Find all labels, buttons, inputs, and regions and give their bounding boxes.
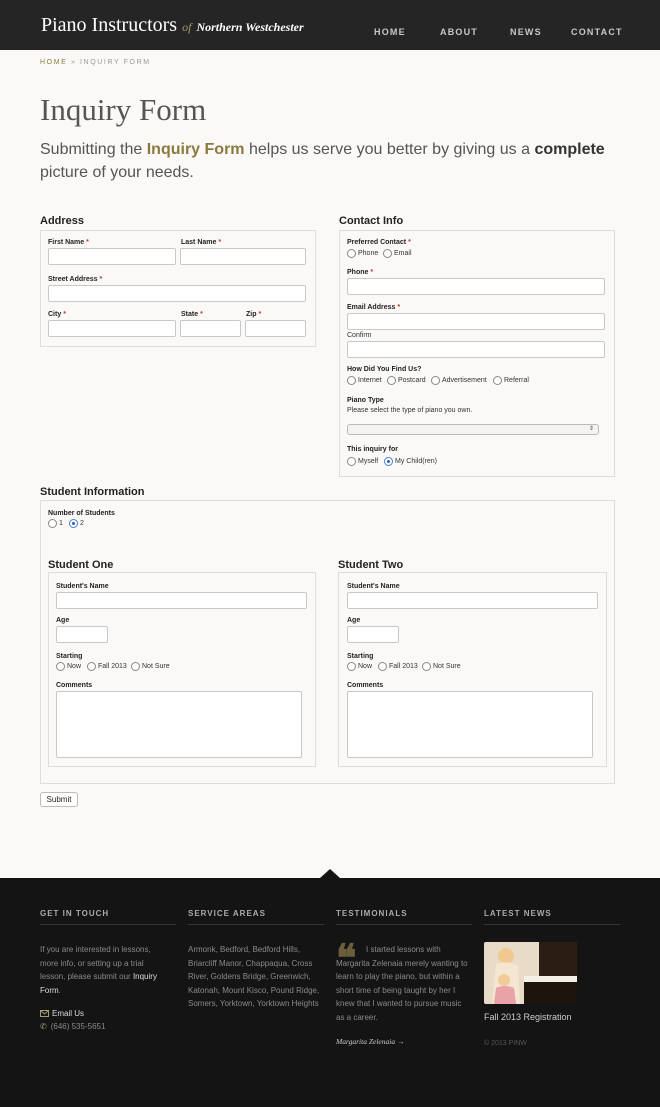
state-input[interactable] — [180, 320, 241, 337]
footer-text-part: . — [58, 985, 61, 995]
preferred-contact-label — [347, 239, 411, 246]
envelope-icon — [40, 1010, 49, 1017]
radio-label: 2 — [80, 520, 84, 527]
breadcrumb — [40, 59, 151, 66]
student-two-comments-textarea[interactable] — [347, 691, 593, 758]
footer-get-in-touch-text — [40, 943, 166, 997]
required-marker: * — [99, 276, 103, 283]
student-two-age-input[interactable] — [347, 626, 399, 643]
student-two-title: Student Two — [338, 559, 404, 571]
footer-service-areas-text: Armonk, Bedford, Bedford Hills, Briarcliff Manor, Chappaqua, Cross River, Goldens Bridge, Greenwich, Katonah, Mount Kisco, Pound Ridge, Somers, Yorktown, Yorktown Heights — [188, 945, 320, 1008]
quote-icon: ❝ — [336, 938, 357, 980]
nav-news[interactable]: NEWS — [510, 27, 542, 37]
radio-label: Now — [358, 663, 373, 670]
footer-news-headline[interactable]: Fall 2013 Registration — [484, 1012, 572, 1022]
radio-contact-email[interactable] — [383, 249, 412, 258]
footer-testimonial-quote: I started lessons with Margarita Zelenaia merely wanting to learn to play the piano, but within a short time of being taught by her I knew that I wanted to pursue music as a career. — [336, 945, 468, 1022]
footer-divider — [336, 924, 472, 925]
footer-divider — [188, 924, 324, 925]
radio-find-internet[interactable] — [347, 376, 382, 385]
student-two-name-label: Student's Name — [347, 583, 400, 590]
city-label — [48, 311, 66, 318]
radio-find-referral[interactable] — [493, 376, 529, 385]
zip-label — [246, 311, 261, 318]
last-name-input[interactable] — [180, 248, 306, 265]
nav-contact[interactable]: CONTACT — [571, 27, 623, 37]
student-one-comments-label: Comments — [56, 682, 93, 689]
radio-label: Fall 2013 — [98, 663, 127, 670]
required-marker: * — [408, 239, 411, 246]
state-label-text: State — [181, 311, 199, 318]
radio-circle — [347, 249, 356, 258]
student-two-age-label: Age — [347, 617, 361, 624]
radio-label: Fall 2013 — [389, 663, 418, 670]
email-label-text: Email Address — [347, 304, 396, 311]
email-label — [347, 304, 400, 311]
student-one-radio-fall[interactable] — [87, 662, 127, 671]
confirm-label: Confirm — [347, 332, 372, 339]
find-us-label: How Did You Find Us? — [347, 366, 422, 373]
footer-service-areas-title: SERVICE AREAS — [188, 909, 266, 918]
news-photo[interactable] — [484, 942, 577, 1004]
nav-home[interactable]: HOME — [374, 27, 406, 37]
radio-find-postcard[interactable] — [387, 376, 426, 385]
radio-circle — [378, 662, 387, 671]
footer-get-in-touch-title: GET IN TOUCH — [40, 909, 110, 918]
first-name-label-text: First Name — [48, 239, 85, 246]
required-marker: * — [258, 311, 262, 318]
logo-main: Piano Instructors — [41, 14, 178, 36]
radio-circle — [87, 662, 96, 671]
radio-circle-selected — [384, 457, 393, 466]
radio-label: Not Sure — [142, 663, 170, 670]
radio-label: Email — [394, 250, 412, 257]
site-logo[interactable] — [41, 14, 304, 37]
student-one-title: Student One — [48, 559, 114, 571]
radio-label: Myself — [358, 458, 379, 465]
preferred-contact-text: Preferred Contact — [347, 239, 407, 246]
page-title: Inquiry Form — [40, 92, 207, 127]
radio-find-advertisement[interactable] — [431, 376, 487, 385]
nav-about[interactable]: ABOUT — [440, 27, 478, 37]
number-of-students-label: Number of Students — [48, 510, 115, 517]
radio-circle — [347, 376, 356, 385]
footer-notch — [320, 869, 340, 878]
breadcrumb-current: INQUIRY FORM — [80, 59, 151, 66]
footer-inquiry-link[interactable]: Inquiry Form — [40, 972, 157, 995]
inquiry-for-label: This inquiry for — [347, 446, 398, 453]
street-label-text: Street Address — [48, 276, 98, 283]
breadcrumb-home[interactable]: HOME — [40, 59, 68, 66]
student-two-comments-label: Comments — [347, 682, 384, 689]
required-marker: * — [200, 311, 203, 318]
footer-phone — [40, 1020, 105, 1034]
radio-inquiry-children[interactable] — [384, 457, 437, 466]
student-one-name-input[interactable] — [56, 592, 307, 609]
intro-bold: complete — [534, 141, 605, 158]
radio-label: Advertisement — [442, 377, 487, 384]
city-input[interactable] — [48, 320, 176, 337]
required-marker: * — [218, 239, 222, 246]
last-name-label — [181, 239, 221, 246]
radio-contact-phone[interactable] — [347, 249, 378, 258]
footer-email-link[interactable] — [40, 1007, 84, 1021]
phone-label — [347, 269, 373, 276]
footer-testimonials-title: TESTIMONIALS — [336, 909, 408, 918]
confirm-email-input[interactable] — [347, 341, 605, 358]
logo-sub: Northern Westchester — [196, 20, 304, 34]
site-header — [0, 0, 660, 50]
student-two-radio-not-sure[interactable] — [422, 662, 461, 671]
radio-circle — [383, 249, 392, 258]
piano-type-select[interactable] — [347, 424, 599, 435]
phone-icon: ✆ — [40, 1022, 47, 1031]
state-label — [181, 311, 203, 318]
footer-copyright: © 2013 PINW — [484, 1040, 527, 1047]
radio-circle — [431, 376, 440, 385]
radio-circle — [422, 662, 431, 671]
radio-circle — [131, 662, 140, 671]
radio-students-1[interactable] — [48, 519, 63, 528]
radio-inquiry-myself[interactable] — [347, 457, 378, 466]
student-info-title: Student Information — [40, 486, 145, 498]
footer-divider — [40, 924, 176, 925]
city-label-text: City — [48, 311, 62, 318]
radio-label: Internet — [358, 377, 382, 384]
required-marker: * — [397, 304, 401, 311]
intro-part-2: helps us serve you better by giving us a — [244, 141, 535, 158]
phone-input[interactable] — [347, 278, 605, 295]
footer-text-part: If you are interested in lessons, more info, or setting up a trial lesson, please submit our — [40, 945, 151, 981]
radio-label: Phone — [358, 250, 379, 257]
radio-circle-selected — [69, 519, 78, 528]
radio-label: Now — [67, 663, 82, 670]
student-two-starting-label: Starting — [347, 653, 374, 660]
footer-divider — [484, 924, 620, 925]
student-one-age-label: Age — [56, 617, 70, 624]
student-one-name-label: Student's Name — [56, 583, 109, 590]
footer-latest-news-title: LATEST NEWS — [484, 909, 552, 918]
contact-title: Contact Info — [339, 215, 404, 227]
radio-circle — [56, 662, 65, 671]
footer-email-label: Email Us — [52, 1009, 85, 1018]
student-two-radio-now[interactable] — [347, 662, 372, 671]
piano-lesson-image — [484, 942, 577, 1004]
last-name-label-text: Last Name — [181, 239, 217, 246]
student-one-radio-not-sure[interactable] — [131, 662, 170, 671]
intro-part-1: Submitting the — [40, 141, 147, 158]
street-address-input[interactable] — [48, 285, 306, 302]
zip-input[interactable] — [245, 320, 306, 337]
footer-testimonial-author[interactable]: Margarita Zelenaia → — [336, 1037, 405, 1046]
student-one-radio-now[interactable] — [56, 662, 81, 671]
radio-circle — [387, 376, 396, 385]
piano-type-hint: Please select the type of piano you own. — [347, 407, 473, 414]
required-marker: * — [63, 311, 66, 318]
student-two-name-input[interactable] — [347, 592, 598, 609]
first-name-label — [48, 239, 89, 246]
street-label — [48, 276, 102, 283]
radio-label: My Child(ren) — [395, 458, 438, 465]
radio-label: Not Sure — [433, 663, 461, 670]
radio-circle — [493, 376, 502, 385]
student-one-comments-textarea[interactable] — [56, 691, 302, 758]
breadcrumb-separator: » — [70, 59, 77, 66]
student-one-starting-label: Starting — [56, 653, 83, 660]
phone-label-text: Phone — [347, 269, 369, 276]
radio-circle — [48, 519, 57, 528]
student-one-age-input[interactable] — [56, 626, 108, 643]
logo-of: of — [182, 20, 192, 34]
email-input[interactable] — [347, 313, 605, 330]
intro-part-3: picture of your needs. — [40, 164, 194, 181]
radio-circle — [347, 662, 356, 671]
address-title: Address — [40, 215, 85, 227]
zip-label-text: Zip — [246, 311, 257, 318]
footer-phone-number: (646) 535-5651 — [50, 1022, 106, 1031]
required-marker: * — [370, 269, 374, 276]
required-marker: * — [86, 239, 89, 246]
radio-students-2[interactable] — [69, 519, 84, 528]
intro-inquiry-link[interactable]: Inquiry Form — [146, 141, 245, 158]
select-arrows-icon: ⇕ — [588, 426, 594, 432]
intro-text — [40, 138, 620, 184]
student-two-radio-fall[interactable] — [378, 662, 418, 671]
radio-circle — [347, 457, 356, 466]
first-name-input[interactable] — [48, 248, 176, 265]
radio-label: Postcard — [398, 377, 426, 384]
radio-label: 1 — [59, 520, 63, 527]
piano-type-label: Piano Type — [347, 397, 384, 404]
submit-button[interactable]: Submit — [40, 792, 78, 807]
radio-label: Referral — [504, 377, 529, 384]
